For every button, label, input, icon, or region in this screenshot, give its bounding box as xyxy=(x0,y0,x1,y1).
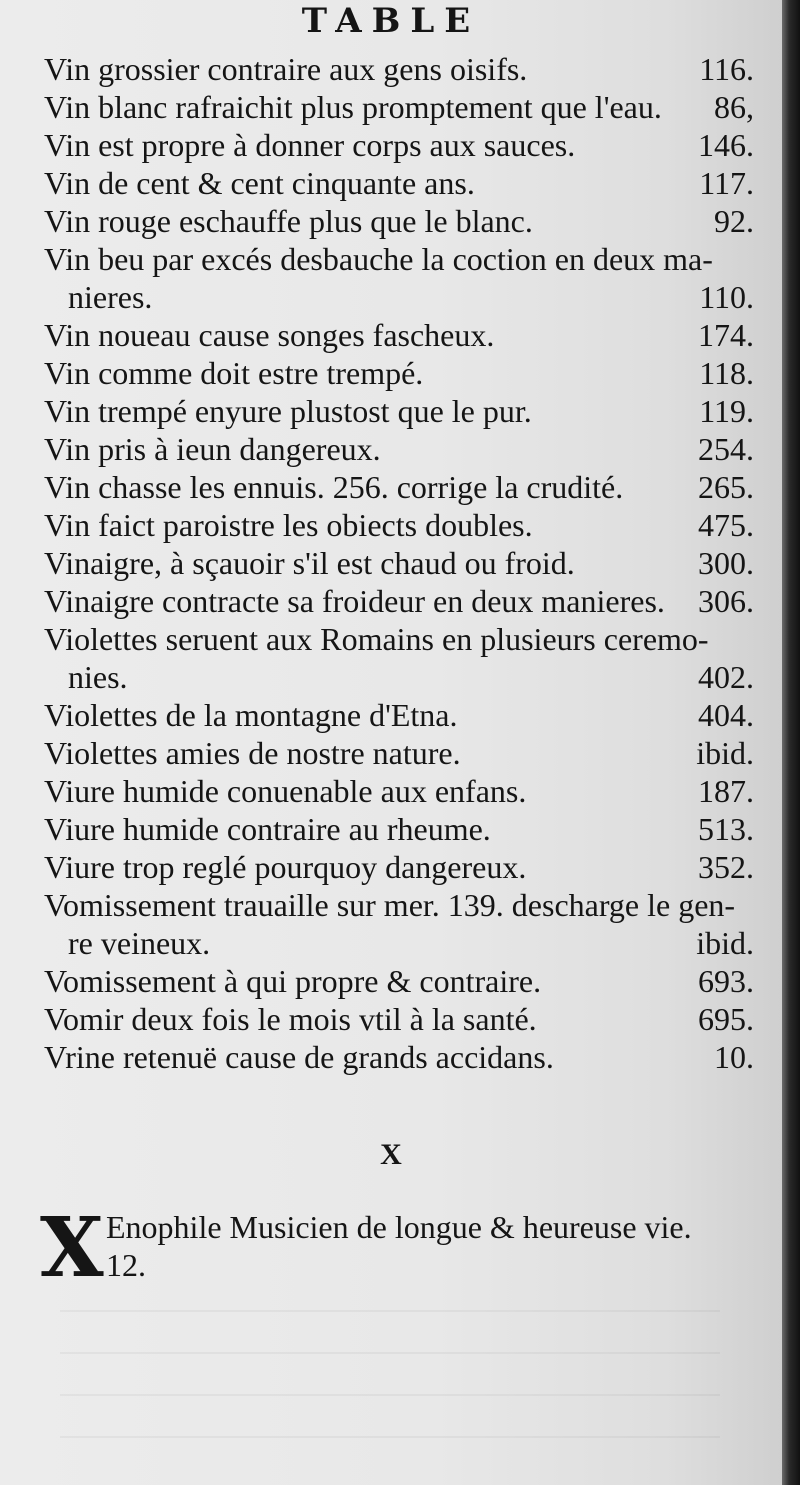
entry-page-number: 187. xyxy=(698,773,754,809)
index-entry xyxy=(44,88,754,126)
entry-text: Vin trempé enyure plustost que le pur. xyxy=(44,393,532,429)
entry-text: Vin chasse les ennuis. 256. corrige la crudité. xyxy=(44,469,624,505)
entry-text xyxy=(44,620,754,696)
index-entry xyxy=(44,696,754,734)
entry-text: Vrine retenuë cause de grands accidans. xyxy=(44,1039,554,1075)
entry-text: Vin de cent & cent cinquante ans. xyxy=(44,165,475,201)
entry-page-number: 86, xyxy=(714,89,754,125)
entry-text: Vin grossier contraire aux gens oisifs. xyxy=(44,51,528,87)
index-entry-x xyxy=(40,1200,752,1296)
entry-page-number: 693. xyxy=(698,963,754,999)
entry-text: Vin blanc rafraichit plus promptement que l'eau. xyxy=(44,89,662,125)
entry-page-number: 116. xyxy=(699,51,754,87)
entry-page-number: 174. xyxy=(698,317,754,353)
page-edge-shadow xyxy=(782,0,800,1485)
entry-text: Vin pris à ieun dangereux. xyxy=(44,431,381,467)
entry-text: Viure trop reglé pourquoy dangereux. xyxy=(44,849,527,885)
entry-text-continuation: re veineux. xyxy=(68,925,211,961)
index-entry xyxy=(44,164,754,202)
entry-page-number: ibid. xyxy=(696,925,754,961)
entry-text: Vomir deux fois le mois vtil à la santé. xyxy=(44,1001,537,1037)
entry-page-number: 110. xyxy=(699,279,754,315)
entry-page-number: 119. xyxy=(699,393,754,429)
index-entry xyxy=(44,582,754,620)
entry-text: Viure humide contraire au rheume. xyxy=(44,811,491,847)
show-through-texture xyxy=(60,1270,720,1438)
index-entry xyxy=(44,1000,754,1038)
index-entry xyxy=(44,202,754,240)
entry-page-number: 404. xyxy=(698,697,754,733)
index-entry xyxy=(44,962,754,1000)
entry-text: Vinaigre, à sçauoir s'il est chaud ou froid. xyxy=(44,545,575,581)
index-entry xyxy=(44,772,754,810)
index-entry xyxy=(44,240,754,316)
index-entry xyxy=(44,506,754,544)
entry-page-number: 254. xyxy=(698,431,754,467)
entry-text-continuation: nies. xyxy=(68,659,128,695)
entry-page-number: 300. xyxy=(698,545,754,581)
entry-text: Violettes amies de nostre nature. xyxy=(44,735,461,771)
entry-page-number: 146. xyxy=(698,127,754,163)
entry-page-number: ibid. xyxy=(696,735,754,771)
running-head: TABLE xyxy=(301,1,481,41)
entry-text: Vinaigre contracte sa froideur en deux manieres. xyxy=(44,583,665,619)
entry-page-number: 12. xyxy=(106,1247,146,1283)
index-entry xyxy=(44,354,754,392)
index-entry xyxy=(44,1038,754,1076)
entry-text: Vin faict paroistre les obiects doubles. xyxy=(44,507,533,543)
index-entry xyxy=(44,886,754,962)
index-entry xyxy=(44,734,754,772)
entry-text: Vin comme doit estre trempé. xyxy=(44,355,424,391)
entry-page-number: 10. xyxy=(714,1039,754,1075)
entry-page-number: 118. xyxy=(699,355,754,391)
entry-page-number: 92. xyxy=(714,203,754,239)
section-letter: X xyxy=(380,1138,402,1171)
index-entry xyxy=(44,810,754,848)
entry-page-number: 402. xyxy=(698,659,754,695)
entry-text: Enophile Musicien de longue & heureuse vie. xyxy=(106,1209,692,1245)
index-entry xyxy=(44,430,754,468)
entry-text-line: Vomissement trauaille sur mer. 139. descharge le gen- xyxy=(44,887,736,923)
index-entry-list xyxy=(44,50,754,1076)
drop-cap: X xyxy=(40,1200,104,1296)
entry-page-number: 352. xyxy=(698,849,754,885)
entry-text-line: Violettes seruent aux Romains en plusieurs ceremo- xyxy=(44,621,709,657)
entry-page-number: 695. xyxy=(698,1001,754,1037)
index-entry xyxy=(44,392,754,430)
entry-page-number: 265. xyxy=(698,469,754,505)
entry-text-continuation: nieres. xyxy=(68,279,153,315)
entry-text: Viure humide conuenable aux enfans. xyxy=(44,773,527,809)
index-entry xyxy=(44,468,754,506)
entry-text xyxy=(44,886,754,962)
entry-text: Vin est propre à donner corps aux sauces. xyxy=(44,127,576,163)
entry-text: Vomissement à qui propre & contraire. xyxy=(44,963,542,999)
entry-text xyxy=(44,240,754,316)
entry-page-number: 306. xyxy=(698,583,754,619)
entry-text: Violettes de la montagne d'Etna. xyxy=(44,697,458,733)
index-entry xyxy=(44,544,754,582)
entry-page-number: 513. xyxy=(698,811,754,847)
index-entry xyxy=(44,848,754,886)
entry-text: Vin rouge eschauffe plus que le blanc. xyxy=(44,203,533,239)
entry-page-number: 117. xyxy=(699,165,754,201)
index-entry xyxy=(44,50,754,88)
index-entry xyxy=(44,620,754,696)
entry-text-line: Vin beu par excés desbauche la coction en deux ma- xyxy=(44,241,713,277)
index-entry xyxy=(44,316,754,354)
entry-page-number: 475. xyxy=(698,507,754,543)
index-entry xyxy=(44,126,754,164)
entry-text: Vin noueau cause songes fascheux. xyxy=(44,317,495,353)
